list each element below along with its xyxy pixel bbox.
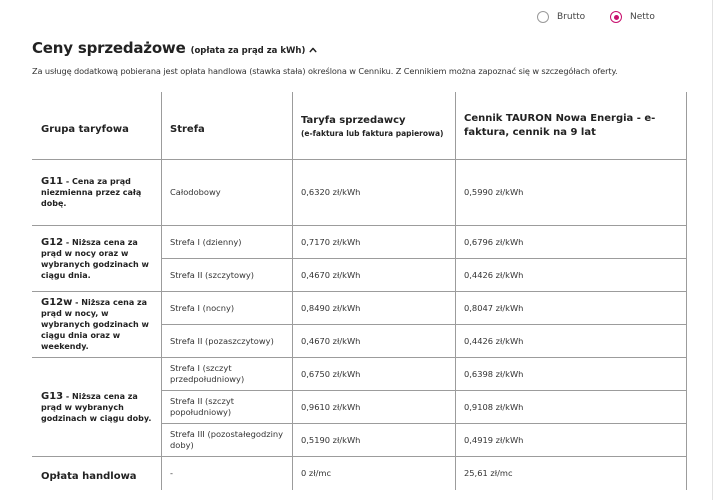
brutto-radio[interactable] [537, 11, 617, 23]
header-seller [293, 93, 456, 160]
tauron-price-cell: 0,9108 zł/kWh [456, 391, 687, 424]
header-group-label: Grupa taryfowa [41, 123, 129, 135]
zone-cell: Strefa I (nocny) [162, 292, 293, 325]
header-zone [162, 93, 293, 160]
tauron-price-cell: 0,6796 zł/kWh [456, 226, 687, 259]
section-heading[interactable] [32, 39, 317, 57]
fee-zone-cell: - [162, 457, 293, 491]
group-code: G11 [41, 176, 64, 187]
section-title: Ceny sprzedażowe [32, 39, 186, 57]
fee-seller-cell: 0 zł/mc [293, 457, 456, 491]
section-subtitle: (opłata za prąd za kWh) [190, 46, 306, 56]
group-code: G12 [41, 236, 64, 248]
zone-cell: Strefa II (szczytowy) [162, 259, 293, 292]
table-row [33, 457, 687, 491]
zone-cell: Strefa I (dzienny) [162, 226, 293, 259]
seller-price-cell: 0,6750 zł/kWh [293, 358, 456, 391]
zone-cell: Strefa III (pozostałegodziny doby) [162, 424, 293, 457]
group-cell-g13 [33, 358, 162, 457]
group-code: G12w [41, 297, 73, 308]
section-description: Za usługę dodatkową pobierana jest opłata handlowa (stawka stała) określona w Cenniku. Z Cennikiem można zapoznać się w szczegółach oferty. [32, 66, 618, 76]
seller-price-cell: 0,8490 zł/kWh [293, 292, 456, 325]
chevron-up-icon[interactable] [309, 46, 317, 54]
table-row [33, 292, 687, 325]
seller-price-cell: 0,4670 zł/kWh [293, 325, 456, 358]
netto-radio[interactable] [610, 11, 670, 23]
seller-price-cell: 0,4670 zł/kWh [293, 259, 456, 292]
group-desc: - Niższa cena za prąd w nocy, w wybranych godzinach w ciągu dnia oraz w weekendy. [41, 298, 149, 351]
seller-price-cell: 0,5190 zł/kWh [293, 424, 456, 457]
brutto-radio-dot[interactable] [537, 11, 549, 23]
tauron-price-cell: 0,5990 zł/kWh [456, 160, 687, 226]
tauron-price-cell: 0,4919 zł/kWh [456, 424, 687, 457]
table-row [33, 160, 687, 226]
header-tauron-label: Cennik TAURON Nowa Energia - e-faktura, cennik na 9 lat [464, 113, 656, 138]
group-desc: - Cena za prąd niezmienna przez całą dobę. [41, 177, 142, 208]
fee-name: Opłata handlowa [41, 471, 137, 482]
table-header-row [33, 93, 687, 160]
group-desc: - Niższa cena za prąd w wybranych godzinach w ciągu doby. [41, 391, 152, 423]
zone-cell: Strefa II (pozaszczytowy) [162, 325, 293, 358]
group-code: G13 [41, 390, 64, 402]
tauron-price-cell: 0,8047 zł/kWh [456, 292, 687, 325]
fee-name-cell [33, 457, 162, 491]
tauron-price-cell: 0,4426 zł/kWh [456, 325, 687, 358]
table-row [33, 226, 687, 259]
group-cell-g12 [33, 226, 162, 292]
table-row [33, 358, 687, 391]
brutto-radio-label[interactable]: Brutto [557, 12, 586, 22]
header-group [33, 93, 162, 160]
tauron-price-cell: 0,4426 zł/kWh [456, 259, 687, 292]
netto-radio-dot[interactable] [610, 11, 622, 23]
fee-tauron-cell: 25,61 zł/mc [456, 457, 687, 491]
header-zone-label: Strefa [170, 123, 205, 135]
header-seller-sublabel: (e-faktura lub faktura papierowa) [301, 128, 444, 138]
netto-radio-label[interactable]: Netto [630, 12, 655, 22]
tauron-price-cell: 0,6398 zł/kWh [456, 358, 687, 391]
zone-cell: Strefa II (szczyt popołudniowy) [162, 391, 293, 424]
group-cell-g11 [33, 160, 162, 226]
header-tauron [456, 93, 687, 160]
zone-cell: Strefa I (szczyt przedpołudniowy) [162, 358, 293, 391]
seller-price-cell: 0,6320 zł/kWh [293, 160, 456, 226]
group-desc: - Niższa cena za prąd w nocy oraz w wybranych godzinach w ciągu dnia. [41, 237, 149, 280]
group-cell-g12w [33, 292, 162, 358]
price-table [32, 92, 687, 491]
scroll-divider [712, 0, 713, 500]
seller-price-cell: 0,9610 zł/kWh [293, 391, 456, 424]
seller-price-cell: 0,7170 zł/kWh [293, 226, 456, 259]
header-seller-label: Taryfa sprzedawcy [301, 114, 406, 126]
zone-cell: Całodobowy [162, 160, 293, 226]
